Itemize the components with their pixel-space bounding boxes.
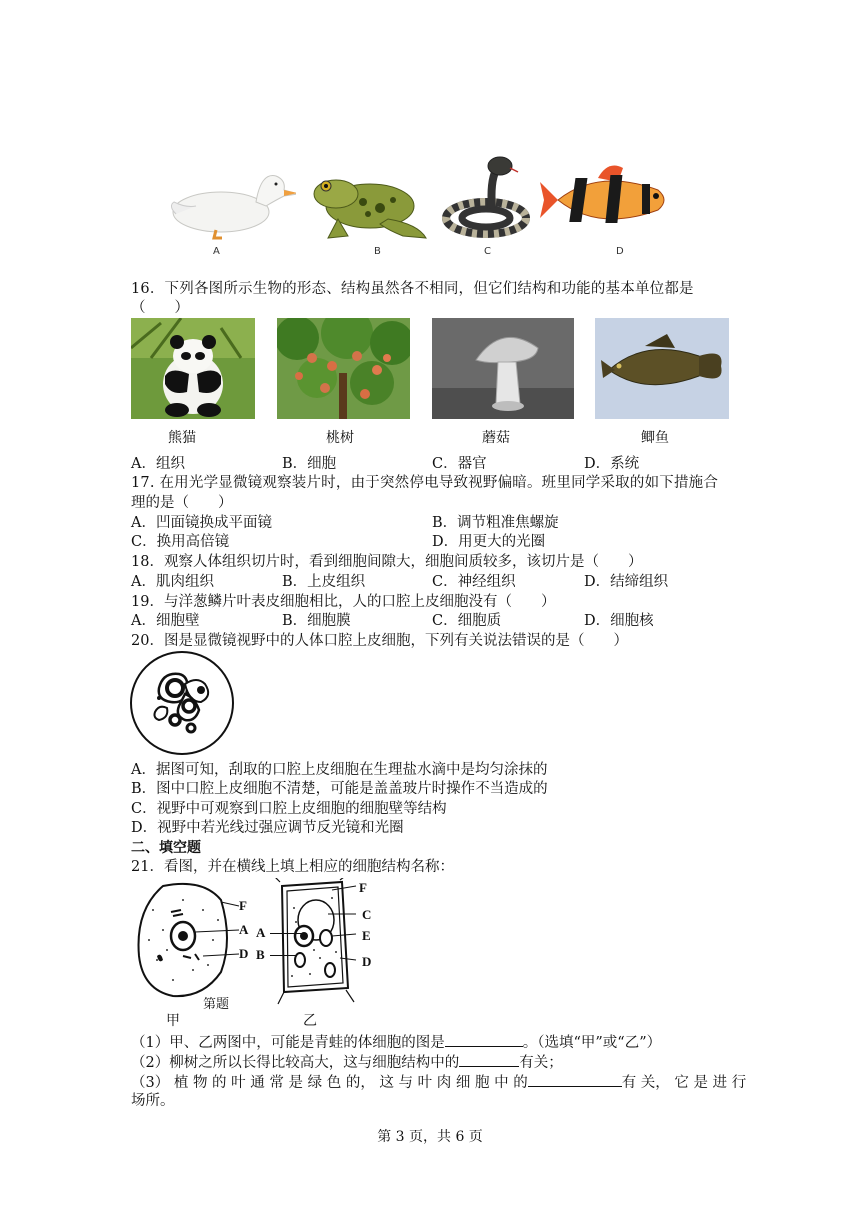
q17-option-a: A．凹面镜换成平面镜 (131, 515, 272, 531)
q21-sub3-text: （3） 植 物 的 叶 通 常 是 绿 色 的， 这 与 叶 肉 细 胞 中 的 (131, 1075, 528, 1091)
q18-option-a: A．肌肉组织 (131, 574, 214, 590)
q19-option-d: D．细胞核 (584, 613, 654, 629)
q18-option-c: C．神经组织 (432, 574, 516, 590)
animal-label-c: C (484, 246, 491, 257)
page-footer: 第 3 页，共 6 页 (377, 1129, 483, 1145)
figure-caption: 第题 (203, 996, 230, 1011)
animal-cell-label-d: D (239, 946, 249, 961)
animal-label-d: D (616, 246, 624, 257)
q21-stem: 21．看图，并在横线上填上相应的细胞结构名称： (131, 859, 454, 875)
q20-option-d: D．视野中若光线过强应调节反光镜和光圈 (131, 820, 404, 836)
q16-option-c: C．器官 (432, 456, 487, 472)
figure-yi-label: 乙 (303, 1014, 317, 1029)
animal-cell-label-f: F (239, 898, 247, 913)
q19-option-b: B．细胞膜 (282, 613, 351, 629)
q21-sub2-blank[interactable] (459, 1051, 519, 1067)
plant-cell-label-e: E (362, 928, 371, 943)
plant-cell-diagram (270, 878, 360, 1014)
snake-image (440, 152, 532, 242)
plant-cell-label-a: A (256, 925, 266, 940)
q21-sub1-suffix: 。（选填“甲”或“乙”） (522, 1035, 662, 1051)
q19-stem: 19．与洋葱鳞片叶表皮细胞相比，人的口腔上皮细胞没有（ ） (131, 594, 556, 610)
duck-image (166, 162, 296, 242)
q21-sub2-text: （2）柳树之所以长得比较高大，这与细胞结构中的 (131, 1055, 460, 1071)
q21-sub1-text: （1）甲、乙两图中，可能是青蛙的体细胞的图是 (131, 1035, 445, 1051)
q17-option-b: B．调节粗准焦螺旋 (432, 515, 559, 531)
q18-option-b: B．上皮组织 (282, 574, 366, 590)
figure-jia-label: 甲 (166, 1014, 180, 1029)
microscope-field-diagram (129, 650, 235, 756)
q17-stem-line1: 17. 在用光学显微镜观察装片时，由于突然停电导致视野偏暗。班里同学采取的如下措施合 (131, 475, 719, 491)
section-title-fill-in: 二、填空题 (131, 840, 201, 856)
q19-option-c: C．细胞质 (432, 613, 502, 629)
q21-sub1-blank[interactable] (445, 1031, 523, 1047)
q16-option-d: D．系统 (584, 456, 640, 472)
q16-stem: 16．下列各图所示生物的形态、结构虽然各不相同，但它们结构和功能的基本单位都是 (131, 281, 694, 297)
q21-sub2 (131, 1051, 563, 1073)
q21-sub3-blank[interactable] (528, 1071, 622, 1087)
q21-sub3 (131, 1071, 746, 1093)
q20-stem: 20．图是显微镜视野中的人体口腔上皮细胞，下列有关说法错误的是（ ） (131, 633, 628, 649)
q18-stem: 18．观察人体组织切片时，看到细胞间隙大，细胞间质较多，该切片是（ ） (131, 554, 643, 570)
q19-option-a: A．细胞壁 (131, 613, 200, 629)
q16-option-a: A．组织 (131, 456, 185, 472)
animal-figure (160, 148, 680, 263)
animal-label-a: A (213, 246, 220, 257)
plant-cell-label-c: C (362, 907, 372, 922)
q18-option-d: D．结缔组织 (584, 574, 669, 590)
plant-cell-label-b: B (256, 947, 265, 962)
panda-image (131, 318, 255, 419)
plant-cell-label-d: D (362, 954, 372, 969)
q16-caption-panda: 熊猫 (168, 430, 196, 446)
q20-option-a: A．据图可知，刮取的口腔上皮细胞在生理盐水滴中是均匀涂抹的 (131, 762, 548, 778)
tiger-barb-image (538, 160, 678, 240)
pointer-line-a (270, 933, 302, 934)
animal-cell-diagram (133, 880, 243, 1002)
q21-sub3-suffix: 有 关， 它 是 进 行 (621, 1075, 747, 1091)
q21-sub1 (131, 1031, 661, 1053)
q16-paren: （ ） (131, 300, 189, 316)
animal-label-b: B (374, 246, 381, 257)
q21-sub3-line2: 场所。 (131, 1093, 175, 1109)
crucian-carp-image (595, 318, 729, 419)
animal-cell-label-a: A (239, 922, 249, 937)
frog-image (308, 164, 430, 242)
q16-caption-mushroom: 蘑菇 (482, 430, 510, 446)
mushroom-image (432, 318, 574, 419)
pointer-line-b (270, 955, 296, 956)
q16-caption-peach-tree: 桃树 (326, 430, 354, 446)
q21-sub2-suffix: 有关； (519, 1055, 563, 1071)
q20-option-c: C．视野中可观察到口腔上皮细胞的细胞壁等结构 (131, 801, 447, 817)
q16-caption-carp: 鲫鱼 (641, 430, 669, 446)
plant-cell-label-f: F (359, 880, 367, 895)
peach-tree-image (277, 318, 410, 419)
q17-option-c: C．换用高倍镜 (131, 534, 230, 550)
q20-option-b: B．图中口腔上皮细胞不清楚，可能是盖盖玻片时操作不当造成的 (131, 781, 548, 797)
q17-option-d: D．用更大的光圈 (432, 534, 546, 550)
q17-stem-line2: 理的是（ ） (131, 495, 233, 511)
q16-option-b: B．细胞 (282, 456, 337, 472)
